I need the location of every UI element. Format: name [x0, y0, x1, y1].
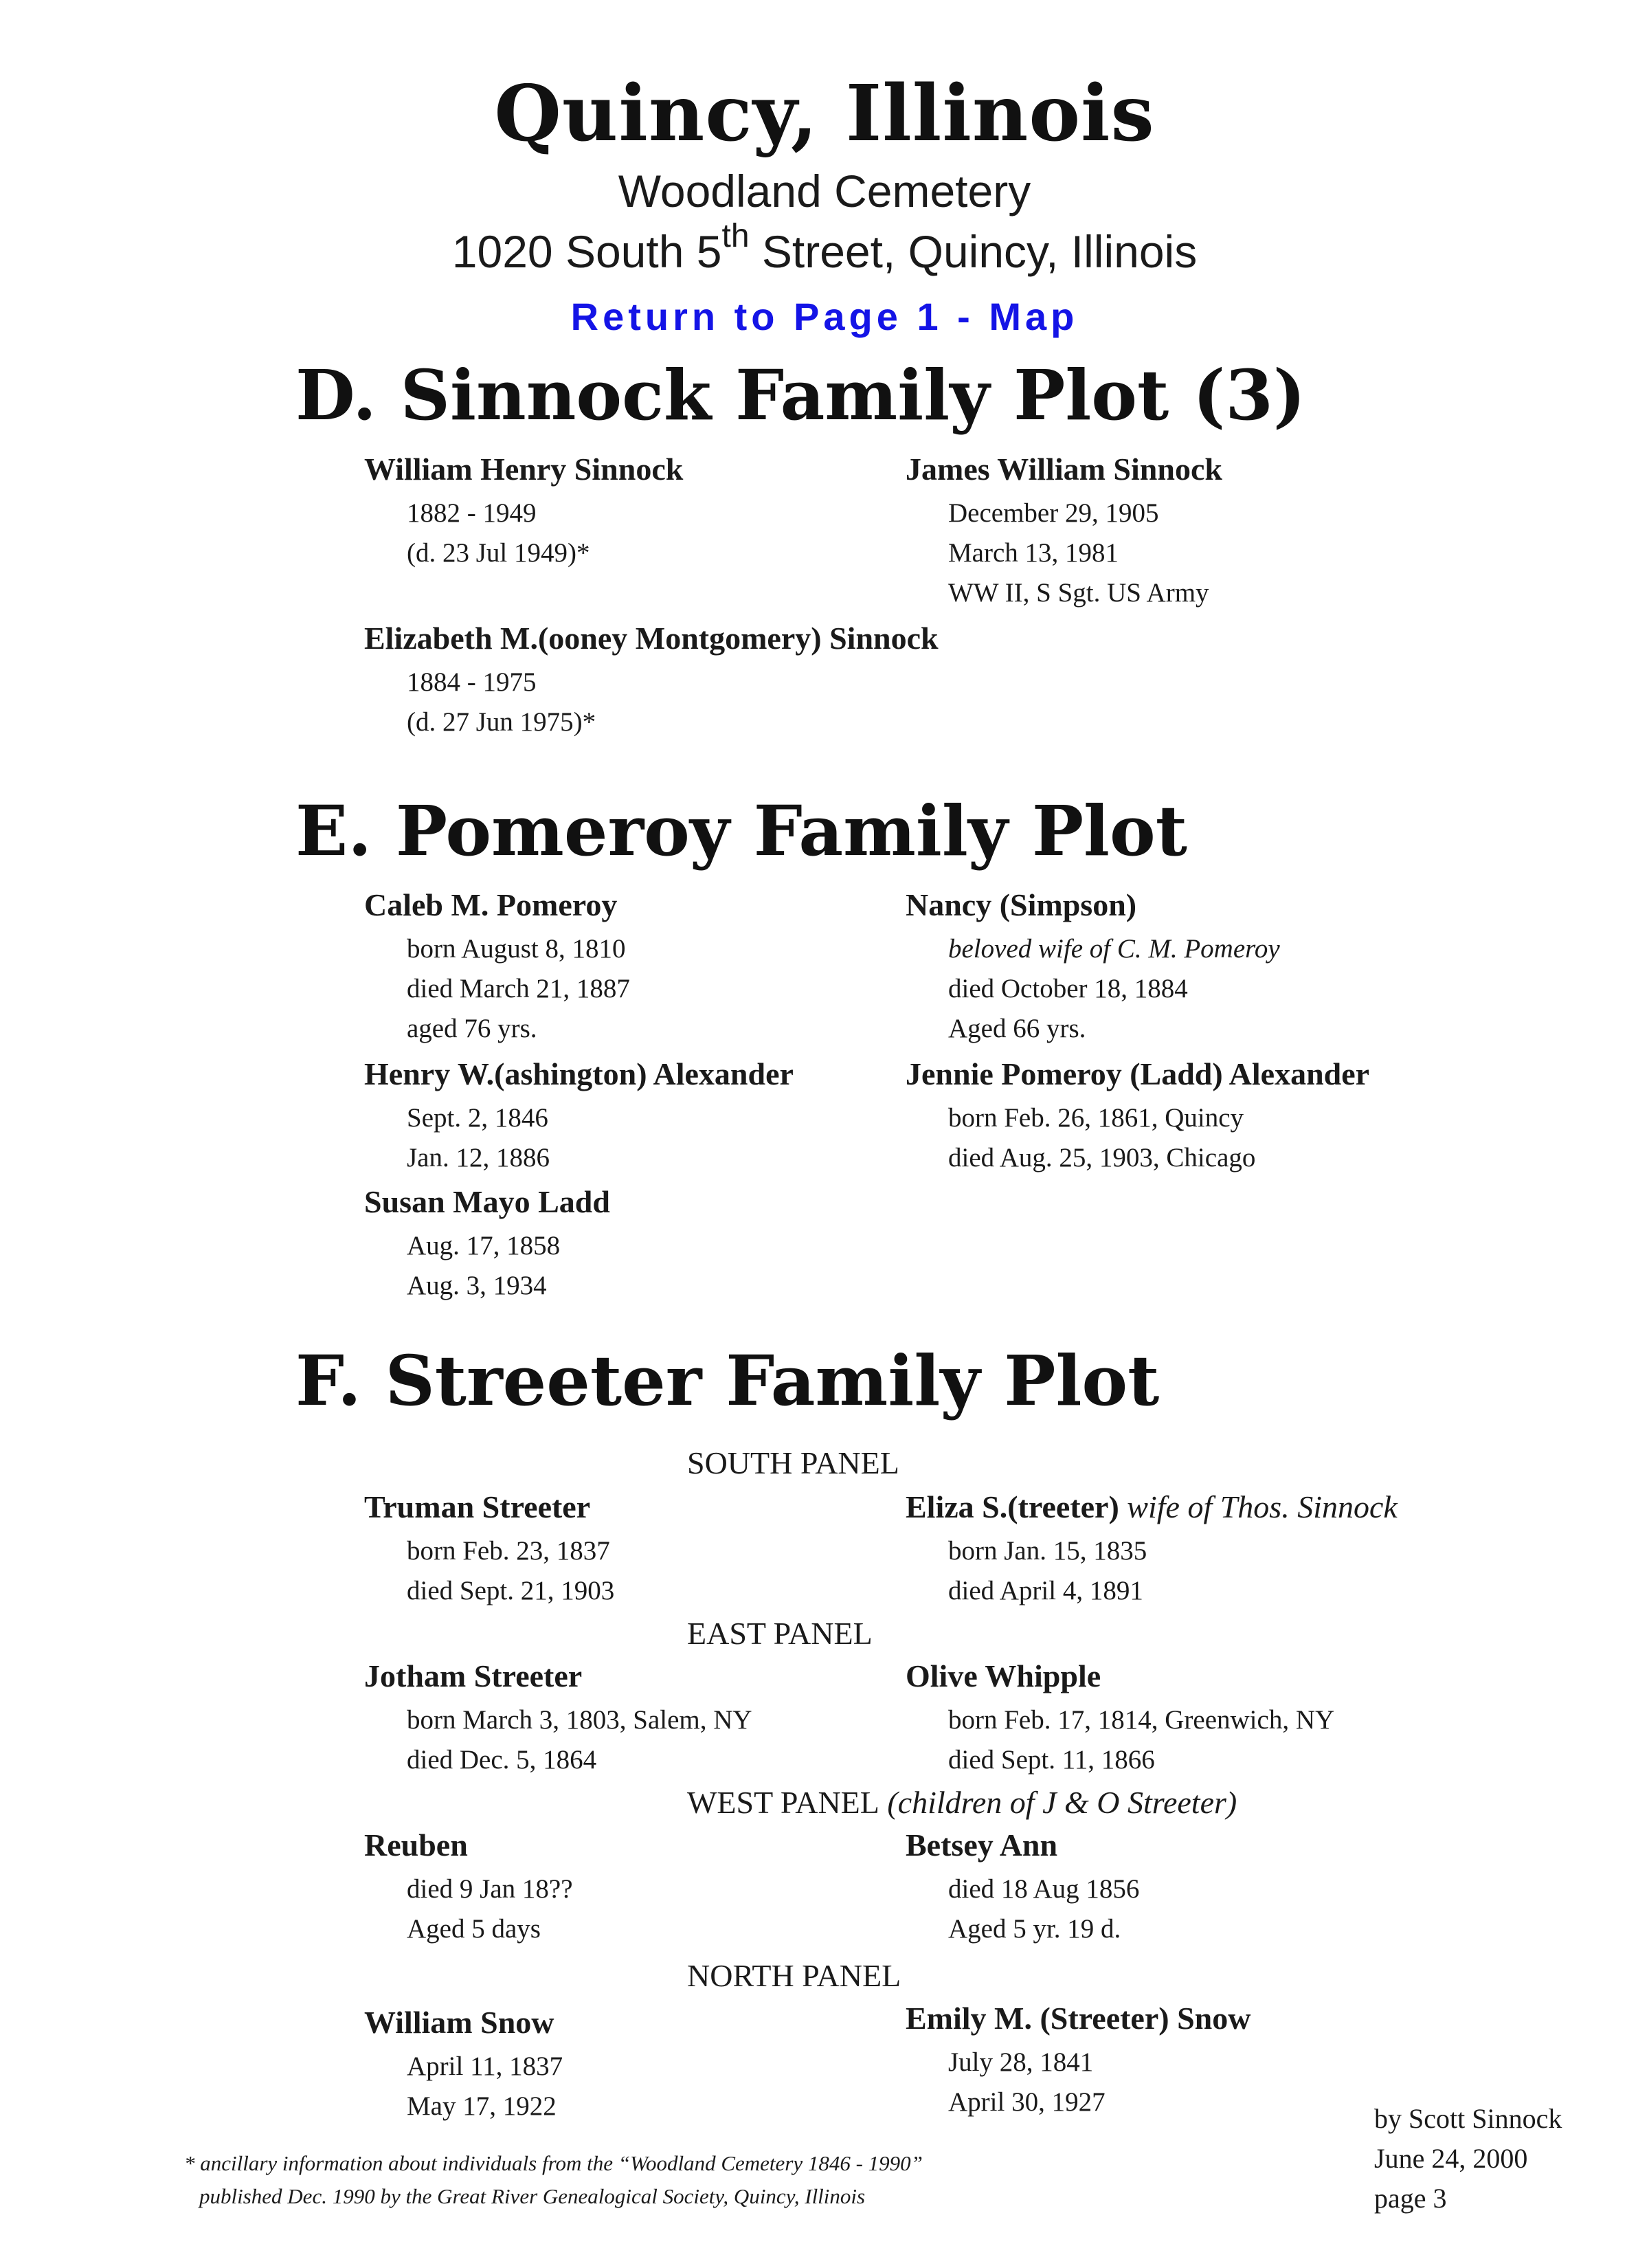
person-name: Betsey Ann — [906, 1827, 1058, 1863]
footnote-line-2: published Dec. 1990 by the Great River Genealogical Society, Quincy, Illinois — [199, 2184, 866, 2208]
author-date: June 24, 2000 — [1374, 2143, 1528, 2174]
section-d-heading: D. Sinnock Family Plot (3) — [295, 355, 1306, 436]
person-name: Reuben — [364, 1827, 468, 1863]
person-death: died October 18, 1884 — [948, 974, 1188, 1003]
person-death: died Aug. 25, 1903, Chicago — [948, 1143, 1256, 1172]
person-birth: born Jan. 15, 1835 — [948, 1536, 1147, 1566]
person-name: Jennie Pomeroy (Ladd) Alexander — [906, 1056, 1370, 1091]
person-death: died 9 Jan 18?? — [407, 1874, 573, 1904]
person-birth: April 11, 1837 — [407, 2052, 563, 2081]
person-birth: born August 8, 1810 — [407, 934, 626, 964]
section-e-heading: E. Pomeroy Family Plot — [295, 790, 1187, 871]
person-death: died March 21, 1887 — [407, 974, 630, 1003]
north-panel-label: NORTH PANEL — [687, 1958, 901, 1993]
person-age: Aged 66 yrs. — [948, 1014, 1086, 1043]
person-death: April 30, 1927 — [948, 2087, 1106, 2117]
panel-name: WEST PANEL — [687, 1785, 879, 1820]
person-name: Truman Streeter — [364, 1489, 591, 1524]
person-birth: December 29, 1905 — [948, 498, 1159, 528]
person-birth: born Feb. 17, 1814, Greenwich, NY — [948, 1705, 1335, 1735]
panel-note: (children of J & O Streeter) — [879, 1785, 1237, 1820]
person-birth: born Feb. 23, 1837 — [407, 1536, 610, 1566]
person-relation: wife of Thos. Sinnock — [1119, 1489, 1398, 1524]
author-name: by Scott Sinnock — [1374, 2103, 1562, 2134]
person-age: Aged 5 days — [407, 1914, 541, 1944]
person-dates: 1884 - 1975 — [407, 667, 537, 697]
person-name: Henry W.(ashington) Alexander — [364, 1056, 794, 1091]
person-birth: born Feb. 26, 1861, Quincy — [948, 1103, 1244, 1133]
footnote-line-1: * ancillary information about individuals from the “Woodland Cemetery 1846 - 1990” — [184, 2151, 923, 2175]
address-part-1: 1020 South 5 — [451, 226, 722, 277]
section-f-heading: F. Streeter Family Plot — [295, 1340, 1160, 1421]
person-death-note: (d. 23 Jul 1949)* — [407, 538, 590, 568]
person-death: died Dec. 5, 1864 — [407, 1745, 597, 1775]
person-name: Nancy (Simpson) — [906, 887, 1137, 922]
address-part-2: Street, Quincy, Illinois — [749, 226, 1198, 277]
person-age: Aged 5 yr. 19 d. — [948, 1914, 1121, 1944]
person-birth: Aug. 17, 1858 — [407, 1231, 561, 1260]
person-age: aged 76 yrs. — [407, 1014, 537, 1043]
person-name: Eliza S.(treeter) — [906, 1489, 1119, 1524]
author-signature — [1374, 2099, 1562, 2219]
person-death: died April 4, 1891 — [948, 1576, 1143, 1605]
person-death: Aug. 3, 1934 — [407, 1271, 547, 1300]
person-death: died Sept. 11, 1866 — [948, 1745, 1155, 1775]
person-name: Caleb M. Pomeroy — [364, 887, 618, 922]
cemetery-address — [0, 218, 1649, 278]
person-birth: born March 3, 1803, Salem, NY — [407, 1705, 752, 1735]
person-death-note: (d. 27 Jun 1975)* — [407, 707, 596, 737]
person-relation: beloved wife of C. M. Pomeroy — [948, 934, 1280, 964]
person-name-with-note — [906, 1489, 1398, 1525]
west-panel-label — [687, 1784, 1237, 1821]
person-name: James William Sinnock — [906, 452, 1222, 487]
page-number: page 3 — [1374, 2183, 1447, 2214]
person-name: William Snow — [364, 2005, 554, 2040]
person-name: Susan Mayo Ladd — [364, 1184, 610, 1219]
east-panel-label: EAST PANEL — [687, 1616, 873, 1651]
person-name: William Henry Sinnock — [364, 452, 684, 487]
person-death: Jan. 12, 1886 — [407, 1143, 550, 1172]
cemetery-name: Woodland Cemetery — [618, 166, 1031, 216]
person-death: died 18 Aug 1856 — [948, 1874, 1140, 1904]
person-military-note: WW II, S Sgt. US Army — [948, 578, 1209, 608]
person-dates: 1882 - 1949 — [407, 498, 537, 528]
south-panel-label: SOUTH PANEL — [687, 1445, 899, 1480]
return-link-row — [0, 294, 1649, 339]
return-to-map-link[interactable]: Return to Page 1 - Map — [570, 295, 1079, 338]
person-name: Elizabeth M.(ooney Montgomery) Sinnock — [364, 621, 939, 656]
person-death: May 17, 1922 — [407, 2091, 557, 2121]
person-name: Emily M. (Streeter) Snow — [906, 2001, 1251, 2036]
person-death: March 13, 1981 — [948, 538, 1119, 568]
person-birth: July 28, 1841 — [948, 2047, 1094, 2077]
person-name: Jotham Streeter — [364, 1658, 583, 1693]
person-name: Olive Whipple — [906, 1658, 1101, 1693]
person-birth: Sept. 2, 1846 — [407, 1103, 548, 1133]
person-death: died Sept. 21, 1903 — [407, 1576, 615, 1605]
page-title: Quincy, Illinois — [494, 69, 1155, 159]
address-superscript: th — [721, 218, 750, 254]
